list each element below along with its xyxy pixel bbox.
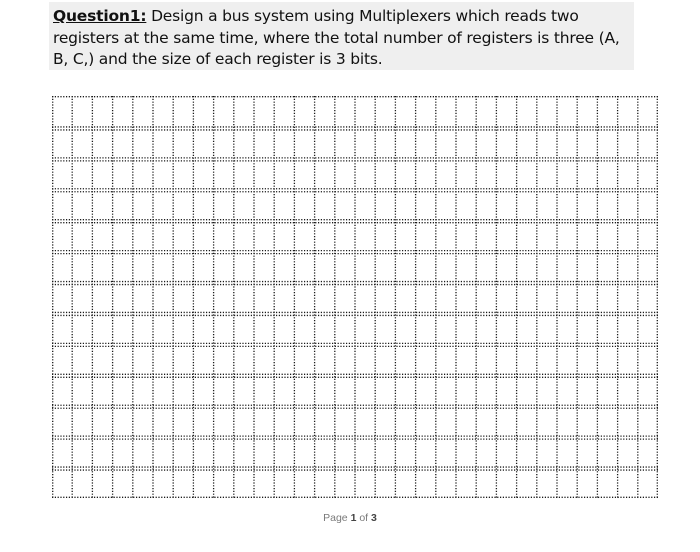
question-text: Design a bus system using Multiplexers which reads two registers at the same time, where the total number of registers is three (A, B, C,) and the size of each register is 3 bits. xyxy=(53,7,620,68)
current-page-number: 1 xyxy=(350,512,357,524)
total-pages-number: 3 xyxy=(371,512,377,524)
answer-grid xyxy=(52,96,658,498)
question-label: Question1: xyxy=(53,7,147,25)
page-footer xyxy=(0,512,700,524)
dotted-grid xyxy=(52,96,658,498)
of-word: of xyxy=(359,512,369,524)
question-box xyxy=(49,2,634,70)
page-word: Page xyxy=(323,512,348,524)
